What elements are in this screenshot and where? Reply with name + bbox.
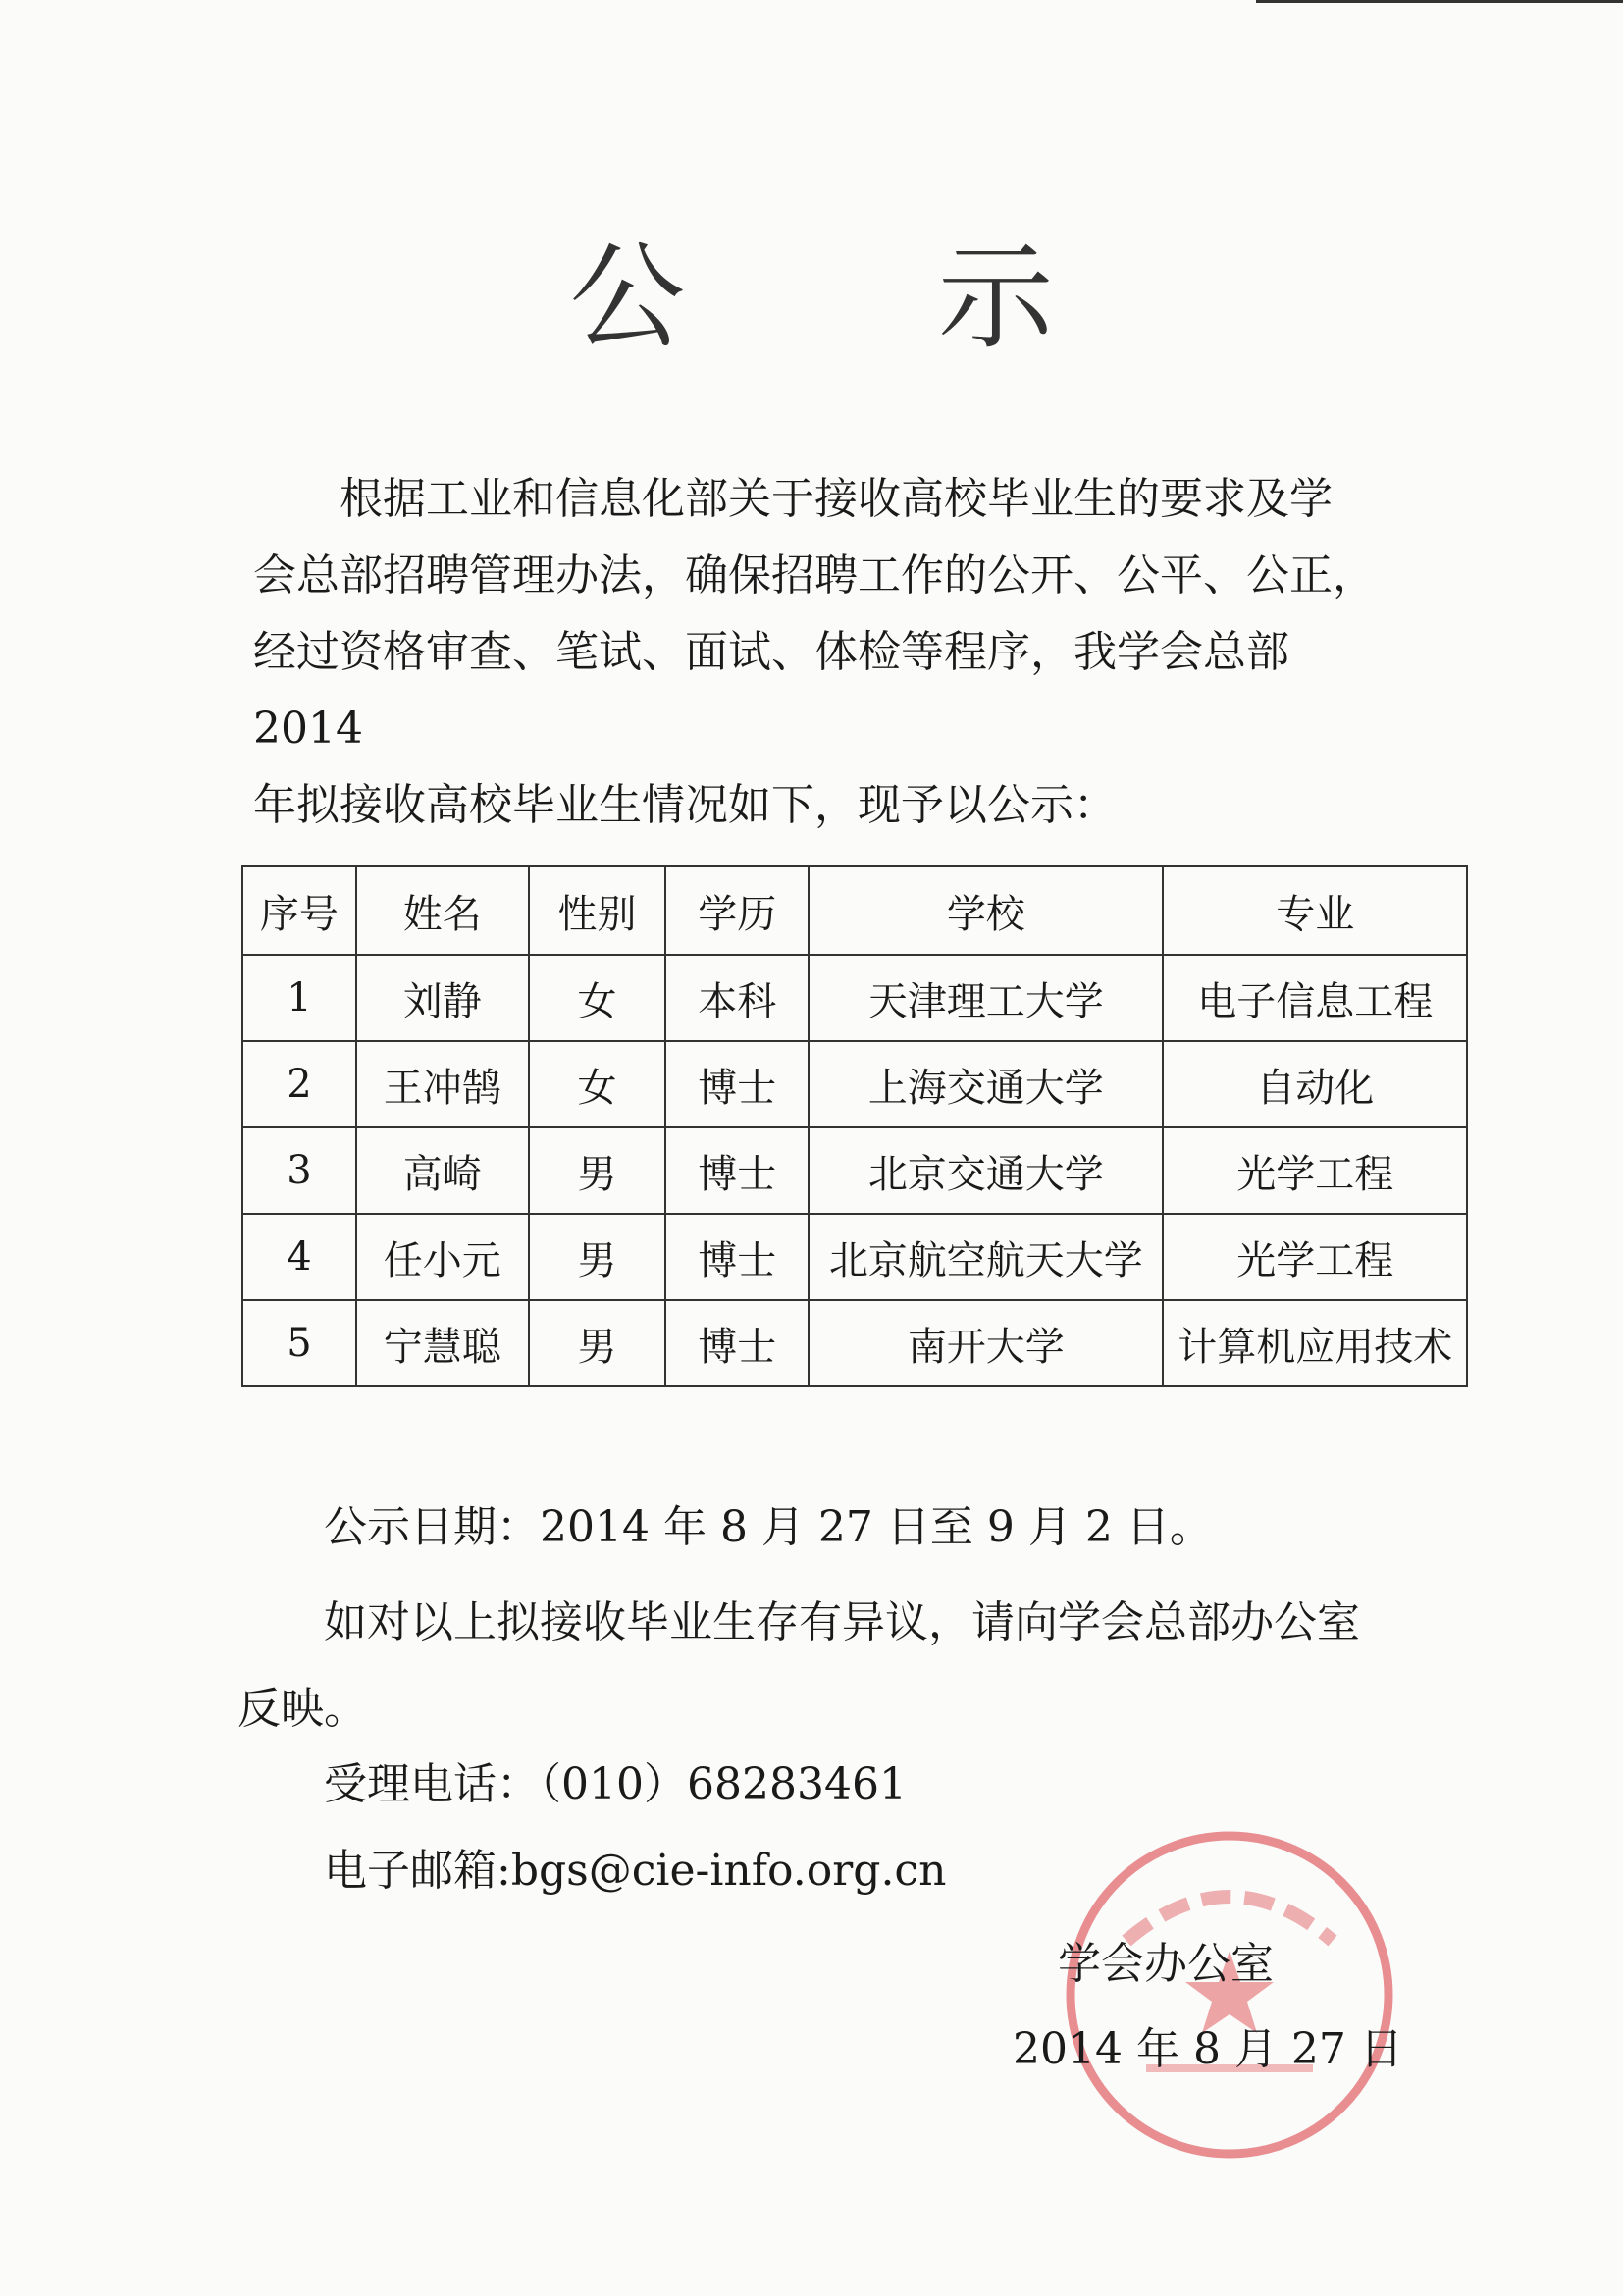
- cell-name: 宁慧聪: [356, 1300, 529, 1386]
- cell-index: 3: [242, 1127, 356, 1214]
- cell-major: 光学工程: [1163, 1127, 1467, 1214]
- intro-line: 年拟接收高校毕业生情况如下，现予以公示：: [253, 780, 1117, 830]
- objection-line: 如对以上拟接收毕业生存有异议，请向学会总部办公室: [324, 1597, 1360, 1647]
- header-gender: 性别: [529, 866, 666, 955]
- intro-line: 经过资格审查、笔试、面试、体检等程序，我学会总部 2014: [253, 627, 1289, 754]
- cell-degree: 博士: [665, 1214, 809, 1300]
- table-row: [242, 1300, 1467, 1386]
- header-degree: 学历: [665, 866, 809, 955]
- table-row: [242, 1214, 1467, 1300]
- table-row: [242, 1041, 1467, 1127]
- cell-gender: 女: [529, 1041, 666, 1127]
- header-school: 学校: [809, 866, 1163, 955]
- objection-line: 反映。: [237, 1684, 367, 1734]
- cell-major: 光学工程: [1163, 1214, 1467, 1300]
- cell-degree: 博士: [665, 1041, 809, 1127]
- scan-edge-mark: [1256, 0, 1623, 3]
- header-index: 序号: [242, 866, 356, 955]
- header-major: 专业: [1163, 866, 1467, 955]
- cell-gender: 男: [529, 1300, 666, 1386]
- cell-index: 1: [242, 955, 356, 1041]
- cell-school: 北京航空航天大学: [809, 1214, 1163, 1300]
- cell-gender: 女: [529, 955, 666, 1041]
- cell-major: 自动化: [1163, 1041, 1467, 1127]
- cell-index: 4: [242, 1214, 356, 1300]
- header-name: 姓名: [356, 866, 529, 955]
- intro-paragraph: [253, 461, 1391, 844]
- cell-degree: 本科: [665, 955, 809, 1041]
- cell-school: 上海交通大学: [809, 1041, 1163, 1127]
- cell-gender: 男: [529, 1127, 666, 1214]
- intro-line: 会总部招聘管理办法，确保招聘工作的公开、公平、公正，: [253, 550, 1376, 600]
- cell-name: 王冲鹄: [356, 1041, 529, 1127]
- official-seal-icon: [1058, 1823, 1401, 2166]
- cell-school: 天津理工大学: [809, 955, 1163, 1041]
- objection-paragraph: [237, 1580, 1395, 1752]
- cell-name: 任小元: [356, 1214, 529, 1300]
- cell-school: 北京交通大学: [809, 1127, 1163, 1214]
- signature-date: 2014 年 8 月 27 日: [1013, 2024, 1403, 2074]
- cell-school: 南开大学: [809, 1300, 1163, 1386]
- cell-degree: 博士: [665, 1127, 809, 1214]
- cell-index: 2: [242, 1041, 356, 1127]
- cell-major: 计算机应用技术: [1163, 1300, 1467, 1386]
- cell-major: 电子信息工程: [1163, 955, 1467, 1041]
- notice-date: 公示日期：2014 年 8 月 27 日至 9 月 2 日。: [324, 1502, 1213, 1552]
- cell-gender: 男: [529, 1214, 666, 1300]
- cell-name: 高崎: [356, 1127, 529, 1214]
- cell-degree: 博士: [665, 1300, 809, 1386]
- cell-index: 5: [242, 1300, 356, 1386]
- intro-line: 根据工业和信息化部关于接收高校毕业生的要求及学: [340, 474, 1333, 524]
- signer-name: 学会办公室: [1058, 1939, 1274, 1989]
- table-header-row: [242, 866, 1467, 955]
- graduates-table: [241, 865, 1468, 1387]
- cell-name: 刘静: [356, 955, 529, 1041]
- table-row: [242, 955, 1467, 1041]
- contact-email: 电子邮箱:bgs@cie-info.org.cn: [324, 1846, 947, 1896]
- contact-phone: 受理电话：（010）68283461: [324, 1759, 907, 1809]
- table-row: [242, 1127, 1467, 1214]
- document-title: 公 示: [569, 230, 1162, 365]
